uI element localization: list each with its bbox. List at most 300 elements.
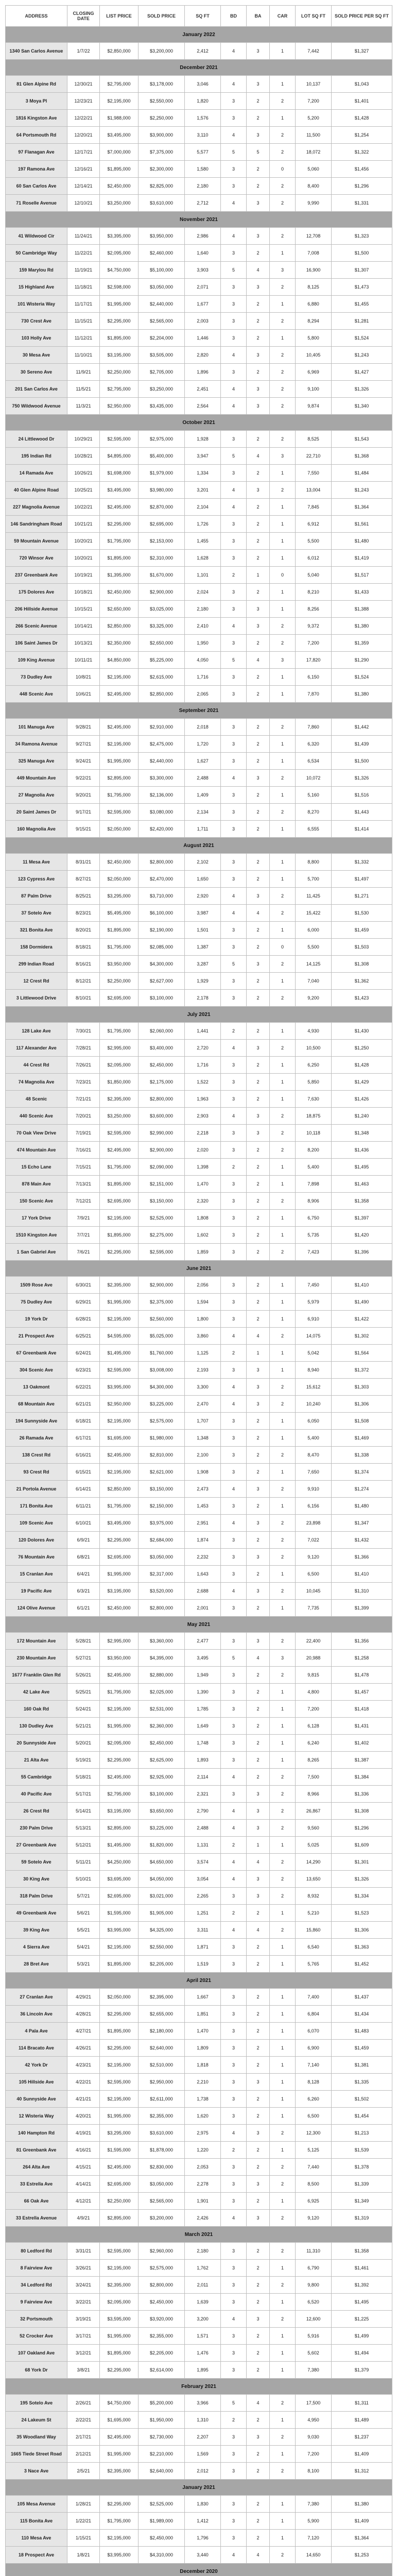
cell-sq-ft: 2,790 [185,1803,221,1820]
cell-sold-price: $3,610,000 [139,195,185,212]
cell-ba: 2 [247,669,270,686]
cell-address: 40 Sunnyside Ave [6,2091,67,2108]
cell-closing-date: 5/3/21 [67,1956,100,1973]
table-row [6,939,392,956]
cell-bd: 3 [221,2057,247,2074]
cell-list-price: $2,295,000 [100,2496,139,2513]
cell-address: 3 Nace Ave [6,2463,67,2480]
month-label: December 2020 [6,2564,392,2576]
cell-address: 24 Lakeum St [6,2412,67,2429]
cell-address: 40 Glen Alpine Road [6,482,67,499]
cell-lot-sq-ft: 6,555 [296,821,332,838]
cell-address: 27 Greenbank Ave [6,1837,67,1854]
cell-bd: 3 [221,1210,247,1227]
cell-sq-ft: 3,311 [185,1922,221,1939]
cell-address: 26 Crest Rd [6,1803,67,1820]
table-row [6,1854,392,1871]
table-row [6,2193,392,2210]
cell-sold-price: $5,200,000 [139,2395,185,2412]
cell-lot-sq-ft: 26,867 [296,1803,332,1820]
cell-lot-sq-ft: 5,025 [296,1837,332,1854]
cell-price-per-sq-ft: $1,334 [332,1888,392,1905]
cell-sq-ft: 2,180 [185,601,221,618]
cell-sq-ft: 3,947 [185,448,221,465]
cell-sq-ft: 2,712 [185,195,221,212]
cell-list-price: $3,695,000 [100,1871,139,1888]
cell-sq-ft: 2,012 [185,2463,221,2480]
cell-price-per-sq-ft: $1,306 [332,1922,392,1939]
cell-ba: 2 [247,787,270,804]
cell-ba: 2 [247,1023,270,1040]
cell-price-per-sq-ft: $1,349 [332,2193,392,2210]
cell-price-per-sq-ft: $1,564 [332,1345,392,1362]
cell-list-price: $3,995,000 [100,2547,139,2564]
cell-price-per-sq-ft: $1,543 [332,431,392,448]
cell-closing-date: 12/23/21 [67,93,100,110]
month-label: May 2021 [6,1617,392,1633]
cell-lot-sq-ft: 12,300 [296,2125,332,2142]
cell-sq-ft: 2,003 [185,313,221,330]
cell-ba: 2 [247,1905,270,1922]
cell-car: 2 [270,178,296,195]
cell-sold-price: $7,375,000 [139,144,185,161]
cell-lot-sq-ft: 6,750 [296,1210,332,1227]
cell-closing-date: 11/3/21 [67,398,100,415]
cell-lot-sq-ft: 7,650 [296,1464,332,1481]
cell-sq-ft: 1,871 [185,1939,221,1956]
cell-price-per-sq-ft: $1,430 [332,1023,392,1040]
cell-closing-date: 7/15/21 [67,1159,100,1176]
cell-lot-sq-ft: 9,120 [296,1549,332,1566]
cell-car: 2 [270,1481,296,1498]
cell-car: 2 [270,2463,296,2480]
cell-address: 106 Saint James Dr [6,635,67,652]
cell-closing-date: 7/12/21 [67,1193,100,1210]
cell-sold-price: $3,400,000 [139,1040,185,1057]
cell-closing-date: 6/11/21 [67,1498,100,1515]
cell-list-price: $2,450,000 [100,854,139,871]
cell-sold-price: $2,205,000 [139,2345,185,2362]
cell-bd: 4 [221,1515,247,1532]
cell-car: 2 [270,719,296,736]
cell-bd: 4 [221,905,247,922]
cell-bd: 3 [221,1176,247,1193]
cell-ba: 2 [247,1430,270,1447]
cell-car: 2 [270,1108,296,1125]
cell-address: 123 Cypress Ave [6,871,67,888]
table-row [6,2530,392,2547]
table-row [6,2210,392,2227]
cell-sq-ft: 2,020 [185,1142,221,1159]
cell-lot-sq-ft: 10,118 [296,1125,332,1142]
cell-sold-price: $2,575,000 [139,1413,185,1430]
cell-lot-sq-ft: 6,910 [296,1311,332,1328]
table-row [6,2429,392,2446]
cell-bd: 3 [221,1311,247,1328]
table-row [6,1244,392,1261]
cell-list-price: $2,195,000 [100,1939,139,1956]
cell-ba: 2 [247,871,270,888]
cell-list-price: $1,595,000 [100,2142,139,2159]
cell-address: 114 Bracato Ave [6,2040,67,2057]
sales-table [5,5,392,2576]
cell-closing-date: 7/9/21 [67,1210,100,1227]
table-row [6,262,392,279]
cell-address: 21 Prospect Ave [6,1328,67,1345]
cell-list-price: $3,195,000 [100,1803,139,1820]
cell-closing-date: 1/15/21 [67,2530,100,2547]
table-row [6,2412,392,2429]
table-row [6,567,392,584]
cell-lot-sq-ft: 7,423 [296,1244,332,1261]
cell-sq-ft: 1,569 [185,2446,221,2463]
cell-sold-price: $3,600,000 [139,1108,185,1125]
cell-sq-ft: 1,748 [185,1735,221,1752]
cell-lot-sq-ft: 5,042 [296,1345,332,1362]
cell-sold-price: $2,910,000 [139,719,185,736]
cell-bd: 2 [221,1023,247,1040]
cell-car: 1 [270,465,296,482]
cell-address: 44 Crest Rd [6,1057,67,1074]
cell-price-per-sq-ft: $1,508 [332,1413,392,1430]
cell-sold-price: $3,920,000 [139,2311,185,2328]
cell-sold-price: $2,275,000 [139,1227,185,1244]
cell-lot-sq-ft: 6,804 [296,2006,332,2023]
cell-ba: 2 [247,2530,270,2547]
cell-list-price: $2,395,000 [100,1277,139,1294]
table-row [6,753,392,770]
cell-bd: 3 [221,1294,247,1311]
cell-price-per-sq-ft: $1,362 [332,973,392,990]
cell-closing-date: 6/15/21 [67,1464,100,1481]
table-row [6,1583,392,1600]
cell-bd: 4 [221,228,247,245]
cell-sold-price: $2,800,000 [139,1091,185,1108]
cell-address: 12 Wisteria Way [6,2108,67,2125]
cell-car: 1 [270,516,296,533]
cell-sold-price: $2,627,000 [139,973,185,990]
cell-address: 117 Alexander Ave [6,1040,67,1057]
cell-lot-sq-ft: 10,137 [296,76,332,93]
cell-ba: 2 [247,973,270,990]
cell-bd: 3 [221,922,247,939]
table-row [6,1515,392,1532]
cell-sq-ft: 2,024 [185,584,221,601]
cell-price-per-sq-ft: $1,428 [332,1057,392,1074]
cell-car: 2 [270,2429,296,2446]
cell-car: 2 [270,228,296,245]
cell-ba: 2 [247,2328,270,2345]
cell-ba: 2 [247,1939,270,1956]
cell-price-per-sq-ft: $1,356 [332,1633,392,1650]
cell-price-per-sq-ft: $1,410 [332,1277,392,1294]
cell-sold-price: $2,650,000 [139,635,185,652]
table-row [6,669,392,686]
cell-ba: 2 [247,2294,270,2311]
cell-address: 13 Oakmont [6,1379,67,1396]
cell-ba: 4 [247,1922,270,1939]
cell-ba: 3 [247,618,270,635]
cell-sq-ft: 1,390 [185,1684,221,1701]
cell-price-per-sq-ft: $1,303 [332,1379,392,1396]
cell-closing-date: 7/16/21 [67,1142,100,1159]
cell-bd: 3 [221,2277,247,2294]
cell-ba: 2 [247,2513,270,2530]
cell-address: 27 Cranlan Ave [6,1989,67,2006]
month-label: January 2021 [6,2480,392,2496]
table-row [6,2006,392,2023]
cell-address: 159 Marylou Rd [6,262,67,279]
cell-lot-sq-ft: 11,310 [296,2243,332,2260]
cell-list-price: $1,795,000 [100,1498,139,1515]
cell-sq-ft: 1,125 [185,1345,221,1362]
cell-sq-ft: 1,949 [185,1667,221,1684]
cell-closing-date: 4/29/21 [67,1989,100,2006]
cell-lot-sq-ft: 8,800 [296,854,332,871]
cell-bd: 3 [221,1566,247,1583]
cell-closing-date: 10/28/21 [67,448,100,465]
cell-car: 1 [270,1413,296,1430]
cell-sold-price: $2,730,000 [139,2429,185,2446]
table-row [6,110,392,127]
cell-address: 4 Pala Ave [6,2023,67,2040]
cell-closing-date: 11/19/21 [67,262,100,279]
cell-lot-sq-ft: 6,520 [296,2294,332,2311]
column-header-price-per-sq-ft: SOLD PRICE PER SQ FT [332,6,392,27]
cell-address: 59 Sotelo Ave [6,1854,67,1871]
cell-address: 230 Mountain Ave [6,1650,67,1667]
cell-closing-date: 10/11/21 [67,652,100,669]
cell-address: 48 Scenic [6,1091,67,1108]
cell-ba: 3 [247,1786,270,1803]
cell-car: 1 [270,1362,296,1379]
cell-lot-sq-ft: 6,925 [296,2193,332,2210]
cell-car: 1 [270,2108,296,2125]
cell-sold-price: $3,200,000 [139,43,185,60]
table-row [6,1803,392,1820]
cell-price-per-sq-ft: $1,366 [332,1549,392,1566]
cell-sold-price: $2,460,000 [139,245,185,262]
cell-bd: 3 [221,516,247,533]
cell-address: 101 Wisteria Way [6,296,67,313]
cell-price-per-sq-ft: $1,409 [332,2446,392,2463]
cell-ba: 2 [247,1057,270,1074]
cell-price-per-sq-ft: $1,308 [332,956,392,973]
cell-list-price: $2,295,000 [100,2006,139,2023]
cell-bd: 4 [221,2125,247,2142]
cell-lot-sq-ft: 14,650 [296,2547,332,2564]
cell-closing-date: 6/14/21 [67,1481,100,1498]
header-row [6,6,392,27]
cell-sold-price: $2,975,000 [139,431,185,448]
cell-sold-price: $2,705,000 [139,364,185,381]
cell-address: 227 Magnolia Avenue [6,499,67,516]
table-row [6,1328,392,1345]
cell-sold-price: $2,880,000 [139,1667,185,1684]
cell-closing-date: 11/10/21 [67,347,100,364]
cell-price-per-sq-ft: $1,290 [332,652,392,669]
cell-sq-ft: 1,348 [185,1430,221,1447]
cell-sq-ft: 2,018 [185,719,221,736]
cell-sq-ft: 1,643 [185,1566,221,1583]
cell-sold-price: $2,621,000 [139,1464,185,1481]
cell-ba: 3 [247,1820,270,1837]
cell-closing-date: 5/21/21 [67,1718,100,1735]
cell-car: 1 [270,1430,296,1447]
cell-closing-date: 11/18/21 [67,279,100,296]
cell-closing-date: 6/3/21 [67,1583,100,1600]
cell-price-per-sq-ft: $1,331 [332,195,392,212]
cell-ba: 2 [247,2193,270,2210]
cell-lot-sq-ft: 7,200 [296,2446,332,2463]
cell-list-price: $2,595,000 [100,804,139,821]
cell-price-per-sq-ft: $1,399 [332,1600,392,1617]
cell-car: 2 [270,2125,296,2142]
cell-lot-sq-ft: 7,200 [296,1701,332,1718]
cell-closing-date: 3/22/21 [67,2294,100,2311]
table-row [6,804,392,821]
cell-sold-price: $2,684,000 [139,1532,185,1549]
cell-sold-price: $2,210,000 [139,2446,185,2463]
cell-price-per-sq-ft: $1,335 [332,2074,392,2091]
cell-bd: 3 [221,871,247,888]
cell-list-price: $1,795,000 [100,1023,139,1040]
cell-closing-date: 5/26/21 [67,1667,100,1684]
cell-price-per-sq-ft: $1,339 [332,2176,392,2193]
cell-ba: 2 [247,1142,270,1159]
cell-car: 1 [270,2193,296,2210]
cell-price-per-sq-ft: $1,243 [332,482,392,499]
cell-address: 299 Indian Road [6,956,67,973]
cell-address: 110 Mesa Ave [6,2530,67,2547]
cell-sold-price: $3,520,000 [139,1583,185,1600]
cell-lot-sq-ft: 9,815 [296,1667,332,1684]
cell-ba: 3 [247,770,270,787]
cell-closing-date: 8/10/21 [67,990,100,1007]
cell-ba: 4 [247,905,270,922]
table-row [6,1820,392,1837]
column-header-lot-sq-ft: LOT SQ FT [296,6,332,27]
table-row [6,2057,392,2074]
cell-list-price: $2,495,000 [100,1142,139,1159]
cell-car: 2 [270,482,296,499]
month-section-header [6,60,392,76]
cell-car: 2 [270,2210,296,2227]
cell-sold-price: $3,360,000 [139,1633,185,1650]
cell-price-per-sq-ft: $1,392 [332,2277,392,2294]
cell-closing-date: 2/26/21 [67,2395,100,2412]
cell-closing-date: 11/12/21 [67,330,100,347]
cell-list-price: $2,295,000 [100,2362,139,2379]
cell-car: 1 [270,499,296,516]
cell-sq-ft: 1,859 [185,1244,221,1261]
cell-price-per-sq-ft: $1,043 [332,76,392,93]
cell-list-price: $3,950,000 [100,956,139,973]
table-row [6,144,392,161]
cell-bd: 3 [221,1939,247,1956]
cell-car: 1 [270,1684,296,1701]
cell-sq-ft: 1,310 [185,2412,221,2429]
table-row [6,1108,392,1125]
cell-closing-date: 3/19/21 [67,2311,100,2328]
cell-list-price: $2,895,000 [100,2210,139,2227]
cell-bd: 3 [221,1667,247,1684]
cell-price-per-sq-ft: $1,428 [332,110,392,127]
cell-bd: 4 [221,1481,247,1498]
cell-closing-date: 5/5/21 [67,1922,100,1939]
cell-sold-price: $5,100,000 [139,262,185,279]
cell-address: 68 York Dr [6,2362,67,2379]
month-label: August 2021 [6,838,392,854]
cell-ba: 4 [247,1328,270,1345]
cell-ba: 3 [247,1379,270,1396]
cell-list-price: $4,595,000 [100,1328,139,1345]
cell-closing-date: 11/24/21 [67,228,100,245]
cell-price-per-sq-ft: $1,364 [332,2530,392,2547]
cell-address: 3 Littlewood Drive [6,990,67,1007]
cell-car: 3 [270,262,296,279]
cell-sq-ft: 1,677 [185,296,221,313]
cell-ba: 3 [247,228,270,245]
cell-ba: 2 [247,1227,270,1244]
cell-sq-ft: 1,830 [185,2496,221,2513]
cell-sq-ft: 1,649 [185,1718,221,1735]
cell-ba: 3 [247,43,270,60]
cell-car: 2 [270,1854,296,1871]
cell-ba: 2 [247,584,270,601]
cell-lot-sq-ft: 6,260 [296,2091,332,2108]
cell-closing-date: 4/20/21 [67,2108,100,2125]
table-row [6,43,392,60]
cell-ba: 3 [247,1481,270,1498]
table-row [6,2328,392,2345]
cell-price-per-sq-ft: $1,319 [332,2210,392,2227]
cell-ba: 2 [247,2345,270,2362]
cell-price-per-sq-ft: $1,380 [332,686,392,703]
cell-price-per-sq-ft: $1,429 [332,1074,392,1091]
table-row [6,2125,392,2142]
cell-bd: 3 [221,1956,247,1973]
cell-car: 2 [270,804,296,821]
cell-list-price: $2,295,000 [100,1244,139,1261]
cell-sold-price: $2,825,000 [139,178,185,195]
cell-list-price: $1,850,000 [100,1074,139,1091]
cell-lot-sq-ft: 7,008 [296,245,332,262]
cell-sq-ft: 2,488 [185,1820,221,1837]
cell-bd: 3 [221,2260,247,2277]
cell-car: 1 [270,2006,296,2023]
cell-sq-ft: 3,046 [185,76,221,93]
cell-closing-date: 7/6/21 [67,1244,100,1261]
table-row [6,1633,392,1650]
cell-sq-ft: 1,580 [185,161,221,178]
cell-closing-date: 3/24/21 [67,2277,100,2294]
table-row [6,533,392,550]
cell-address: 440 Scenic Ave [6,1108,67,1125]
cell-price-per-sq-ft: $1,494 [332,2345,392,2362]
cell-sq-ft: 2,720 [185,1040,221,1057]
cell-car: 2 [270,1820,296,1837]
cell-bd: 4 [221,499,247,516]
cell-car: 2 [270,2395,296,2412]
cell-list-price: $2,195,000 [100,1701,139,1718]
cell-bd: 3 [221,1277,247,1294]
cell-sold-price: $2,175,000 [139,1074,185,1091]
cell-ba: 2 [247,1769,270,1786]
cell-price-per-sq-ft: $1,439 [332,736,392,753]
cell-list-price: $2,595,000 [100,431,139,448]
table-row [6,1040,392,1057]
